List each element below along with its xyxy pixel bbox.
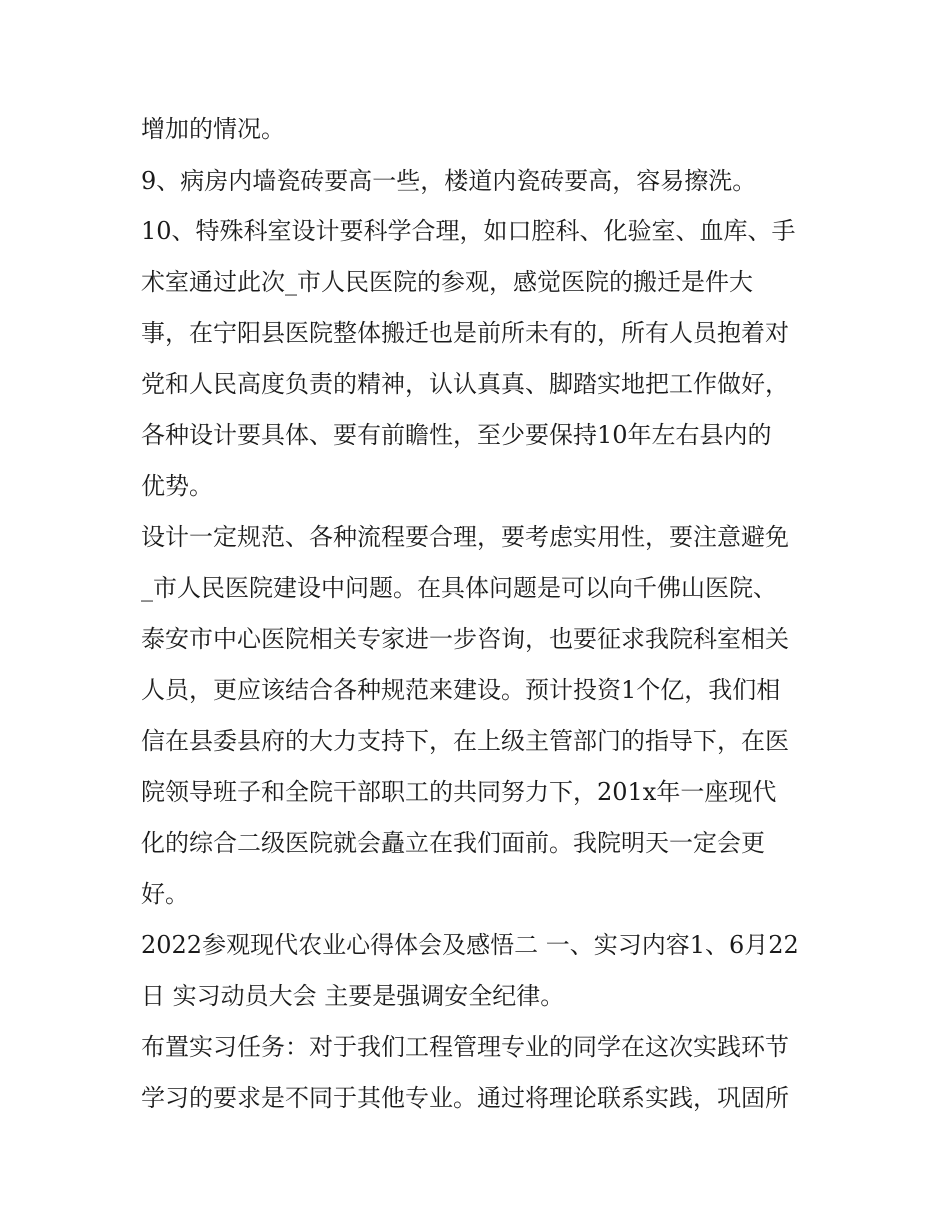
text-line: 院领导班子和全院干部职工的共同努力下，201x年一座现代	[141, 778, 777, 806]
text-line: 布置实习任务：对于我们工程管理专业的同学在这次实践环节	[141, 1033, 789, 1061]
text-line: 化的综合二级医院就会矗立在我们面前。我院明天一定会更	[141, 829, 765, 857]
text-line: 术室通过此次_市人民医院的参观，感觉医院的搬迁是件大	[141, 268, 753, 296]
text-line: 事，在宁阳县医院整体搬迁也是前所未有的，所有人员抱着对	[141, 319, 789, 347]
text-line: 2022参观现代农业心得体会及感悟二 一、实习内容1、6月22	[141, 931, 799, 959]
text-line: 好。	[141, 880, 189, 908]
text-line: 日 实习动员大会 主要是强调安全纪律。	[141, 982, 565, 1010]
text-line: 9、病房内墙瓷砖要高一些，楼道内瓷砖要高，容易擦洗。	[141, 167, 757, 195]
text-line: 优势。	[141, 472, 213, 500]
text-line: 党和人民高度负责的精神，认认真真、脚踏实地把工作做好，	[141, 370, 789, 398]
text-line: 各种设计要具体、要有前瞻性，至少要保持10年左右县内的	[141, 421, 772, 449]
text-line: 信在县委县府的大力支持下，在上级主管部门的指导下，在医	[141, 727, 789, 755]
text-line: 设计一定规范、各种流程要合理，要考虑实用性，要注意避免	[141, 523, 789, 551]
text-line: 10、特殊科室设计要科学合理，如口腔科、化验室、血库、手	[141, 217, 796, 245]
text-line: 增加的情况。	[141, 115, 285, 143]
text-line: 学习的要求是不同于其他专业。通过将理论联系实践，巩固所	[141, 1084, 789, 1112]
text-line: _市人民医院建设中问题。在具体问题是可以向千佛山医院、	[141, 574, 777, 602]
text-line: 人员，更应该结合各种规范来建设。预计投资1个亿，我们相	[141, 676, 781, 704]
text-line: 泰安市中心医院相关专家进一步咨询，也要征求我院科室相关	[141, 625, 789, 653]
